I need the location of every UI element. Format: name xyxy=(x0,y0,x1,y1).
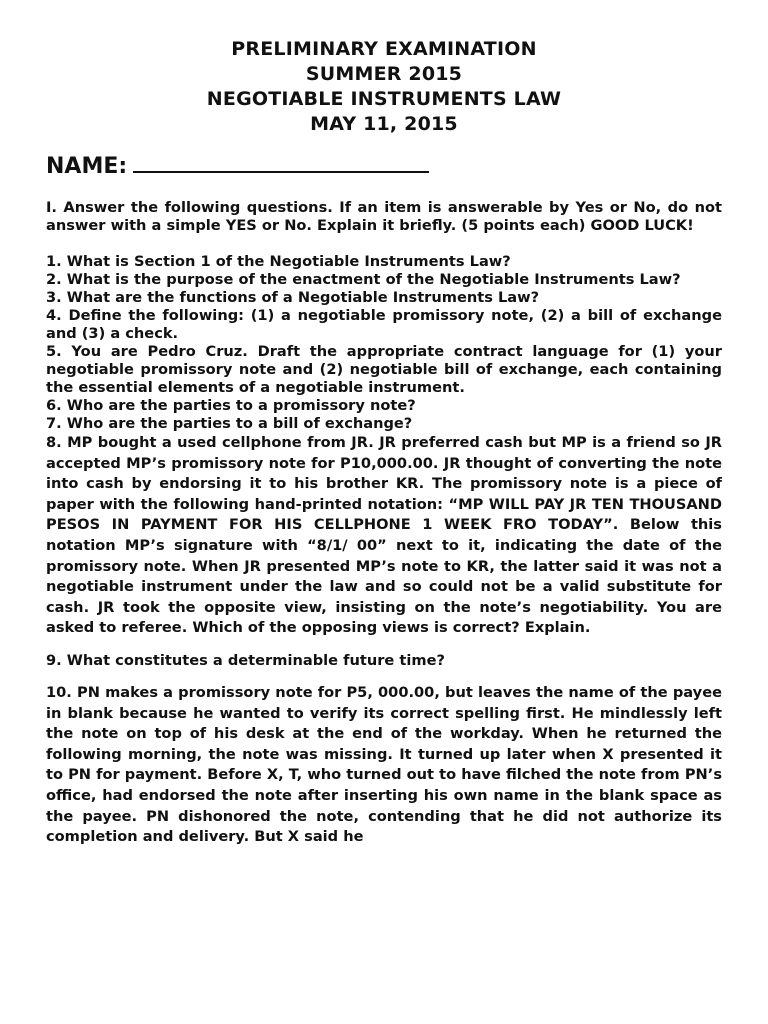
question-1: 1. What is Section 1 of the Negotiable Instruments Law? xyxy=(46,253,511,270)
header-subject: NEGOTIABLE INSTRUMENTS LAW xyxy=(206,88,562,110)
question-5: 5. You are Pedro Cruz. Draft the appropriate contract language for (1) your negotiable promissory note and (2) negotiable bill of exchange, each containing the essential elements of a negotiable instrument. xyxy=(46,343,722,396)
name-field-row xyxy=(46,151,429,181)
question-7: 7. Who are the parties to a bill of exchange? xyxy=(46,415,413,432)
question-8: 8. MP bought a used cellphone from JR. JR preferred cash but MP is a friend so JR accepted MP’s promissory note for P10,000.00. JR thought of converting the note into cash by endorsing it to his brother KR. The promissory note is a piece of paper with the following hand-printed notation: “MP WILL PAY JR TEN THOUSAND PESOS IN PAYMENT FOR HIS CELLPHONE 1 WEEK FRO TODAY”. Below this notation MP’s signature with “8/1/ 00” next to it, indicating the date of the promissory note. When JR presented MP’s note to KR, the latter said it was not a negotiable instrument under the law and so could not be a valid substitute for cash. JR took the opposite view, insisting on the note’s negotiability. You are asked to referee. Which of the opposing views is correct? Explain. xyxy=(46,434,722,637)
question-6: 6. Who are the parties to a promissory note? xyxy=(46,397,416,414)
exam-header xyxy=(0,37,768,137)
question-2: 2. What is the purpose of the enactment of the Negotiable Instruments Law? xyxy=(46,271,681,288)
question-9: 9. What constitutes a determinable future time? xyxy=(46,651,445,669)
name-blank-line xyxy=(133,151,429,173)
question-10: 10. PN makes a promissory note for P5, 000.00, but leaves the name of the payee in blank because he wanted to verify its correct spelling first. He mindlessly left the note on top of his desk at the end of the workday. When he returned the following morning, the note was missing. It turned up later when X presented it to PN for payment. Before X, T, who turned out to have filched the note from PN’s office, had endorsed the note after inserting his own name in the blank space as the payee. PN dishonored the note, contending that he did not authorize its completion and delivery. But X said he xyxy=(46,683,722,846)
header-exam-type: PRELIMINARY EXAMINATION xyxy=(231,38,537,60)
question-4: 4. Define the following: (1) a negotiable promissory note, (2) a bill of exchange and (3) a check. xyxy=(46,307,722,342)
name-label: NAME: xyxy=(46,154,128,179)
exam-body xyxy=(46,199,722,848)
instructions: I. Answer the following questions. If an item is answerable by Yes or No, do not answer with a simple YES or No. Explain it briefly. (5 points each) GOOD LUCK! xyxy=(46,199,722,234)
question-3: 3. What are the functions of a Negotiable Instruments Law? xyxy=(46,289,540,306)
header-term: SUMMER 2015 xyxy=(305,63,463,85)
header-date: MAY 11, 2015 xyxy=(310,113,458,135)
